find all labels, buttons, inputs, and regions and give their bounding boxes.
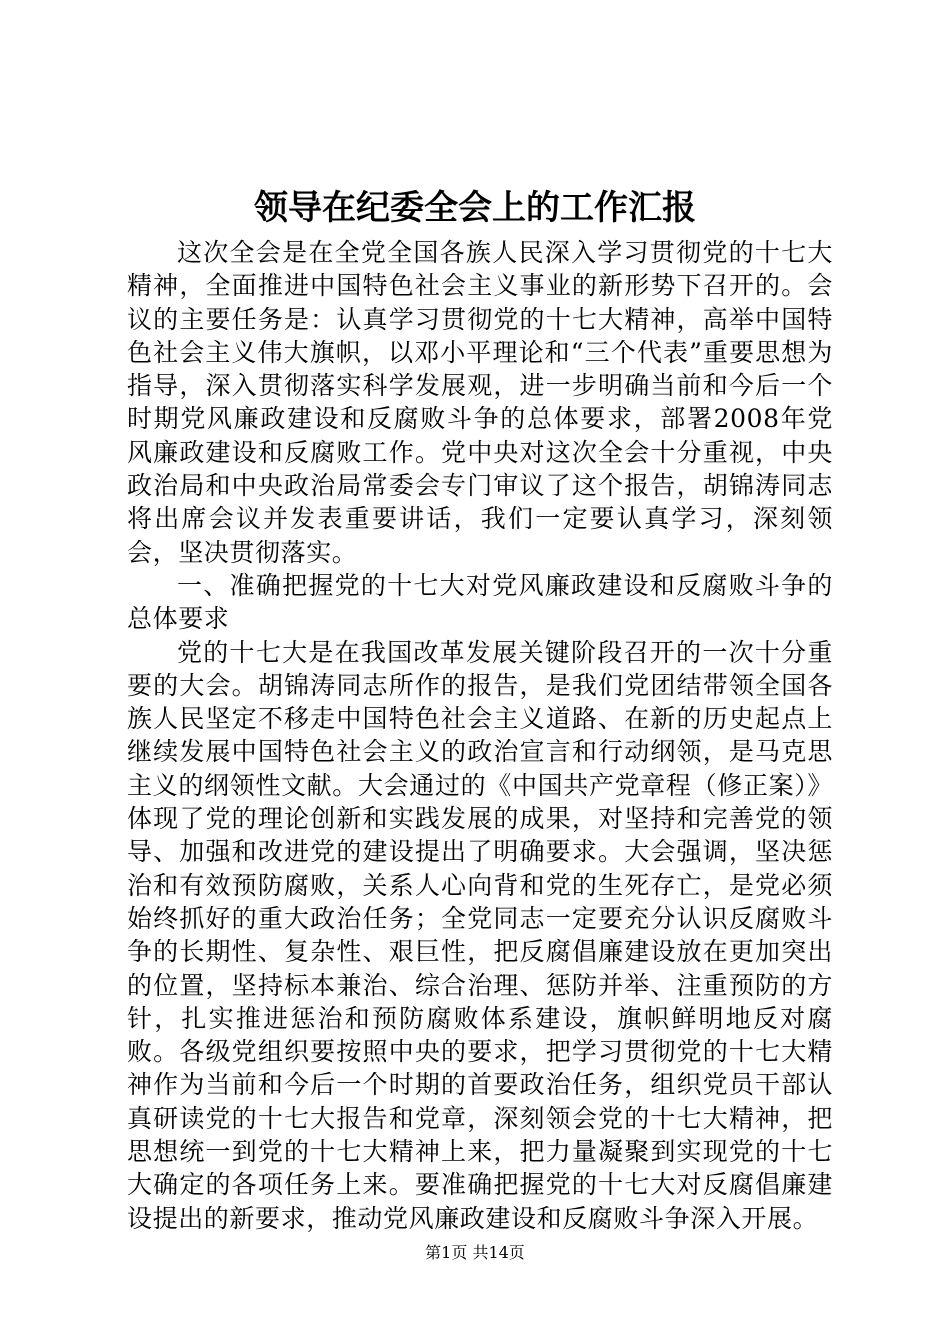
paragraph-intro: 这次全会是在全党全国各族人民深入学习贯彻党的十七大精神，全面推进中国特色社会主义事业的新形势下召开的。会议的主要任务是：认真学习贯彻党的十七大精神，高举中国特色社会主义伟大旗帜，以邓小平理论和“三个代表”重要思想为指导，深入贯彻落实科学发展观，进一步明确当前和今后一个时期党风廉政建设和反腐败斗争的总体要求，部署2008年党风廉政建设和反腐败工作。党中央对这次全会十分重视，中央政治局和中央政治局常委会专门审议了这个报告，胡锦涛同志将出席会议并发表重要讲话，我们一定要认真学习，深刻领会，坚决贯彻落实。 xyxy=(127,238,833,567)
document-body xyxy=(127,236,833,1235)
document-title: 领导在纪委全会上的工作汇报 xyxy=(254,188,696,228)
page-number-footer: 第1页 共14页 xyxy=(425,1243,525,1262)
section-heading-1: 一、准确把握党的十七大对党风廉政建设和反腐败斗争的总体要求 xyxy=(127,570,833,634)
paragraph-section-1: 党的十七大是在我国改革发展关键阶段召开的一次十分重要的大会。胡锦涛同志所作的报告，是我们党团结带领全国各族人民坚定不移走中国特色社会主义道路、在新的历史起点上继续发展中国特色社会主义的政治宣言和行动纲领，是马克思主义的纲领性文献。大会通过的《中国共产党章程（修正案）》体现了党的理论创新和实践发展的成果，对坚持和完善党的领导、加强和改进党的建设提出了明确要求。大会强调，坚决惩治和有效预防腐败，关系人心向背和党的生死存亡，是党必须始终抓好的重大政治任务；全党同志一定要充分认识反腐败斗争的长期性、复杂性、艰巨性，把反腐倡廉建设放在更加突出的位置，坚持标本兼治、综合治理、惩防并举、注重预防的方针，扎实推进惩治和预防腐败体系建设，旗帜鲜明地反对腐败。各级党组织要按照中央的要求，把学习贯彻党的十七大精神作为当前和今后一个时期的首要政治任务，组织党员干部认真研读党的十七大报告和党章，深刻领会党的十七大精神，把思想统一到党的十七大精神上来，把力量凝聚到实现党的十七大确定的各项任务上来。要准确把握党的十七大对反腐倡廉建设提出的新要求，推动党风廉政建设和反腐败斗争深入开展。 xyxy=(127,637,833,1233)
